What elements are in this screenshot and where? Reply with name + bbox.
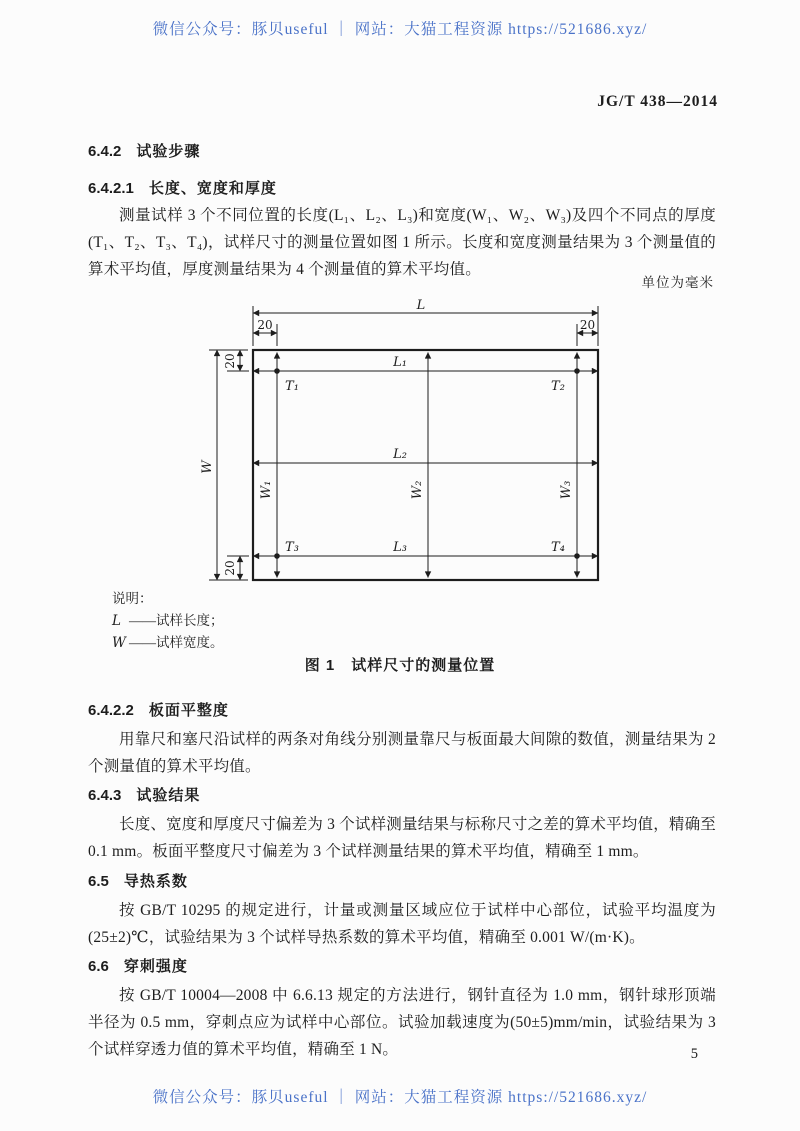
point-T2 [574, 368, 580, 374]
label-L: L [416, 298, 426, 313]
paragraph-test-results: 长度、宽度和厚度尺寸偏差为 3 个试样测量结果与标称尺寸之差的算术平均值，精确至 0.1 mm。板面平整度尺寸偏差为 3 个试样测量结果的算术平均值，精确至 1 mm。 [88, 816, 717, 860]
label-L2: L₂ [393, 447, 407, 462]
heading-num: 6.4.2.2 [88, 702, 134, 719]
heading-num: 6.6 [88, 958, 109, 975]
point-T4 [574, 553, 580, 559]
heading-num: 6.4.3 [88, 787, 122, 804]
label-20-top-left: 20 [257, 318, 273, 332]
heading-title: 穿刺强度 [123, 958, 188, 975]
legend-desc-L: ——试样长度； [129, 612, 224, 628]
heading-6-4-3 [88, 784, 200, 805]
heading-num: 6.4.2.1 [88, 180, 134, 197]
label-T4: T₄ [551, 540, 565, 555]
heading-title: 导热系数 [123, 873, 188, 890]
label-W: W [200, 460, 215, 474]
watermark-header: 微信公众号：豚贝useful ｜ 网站：大猫工程资源 https://521686.xyz/ [152, 21, 648, 38]
heading-6-6 [88, 955, 188, 976]
heading-title: 试验结果 [136, 787, 201, 804]
heading-6-4-2-1 [88, 177, 277, 198]
label-20-top-right: 20 [579, 318, 596, 332]
heading-title: 长度、宽度和厚度 [148, 180, 277, 197]
unit-note: 单位为毫米 [641, 275, 714, 290]
paragraph-length-width-thickness: 测量试样 3 个不同位置的长度(L₁、L₂、L₃)和宽度(W₁、W₂、W₃)及四个不同点的厚度(T₁、T₂、T₃、T₄)，试样尺寸的测量位置如图 1 所示。长度和宽度测量结果为 3 个测量值的算术平均值，厚度测量结果为 4 个测量值的算术平均值。 [88, 207, 716, 278]
legend-symbol-W: W [112, 635, 126, 651]
heading-title: 板面平整度 [148, 702, 229, 719]
paragraph-flatness: 用靠尺和塞尺沿试样的两条对角线分别测量靠尺与板面最大间隙的数值，测量结果为 2 个测量值的算术平均值。 [88, 731, 716, 775]
label-20-left-bottom: 20 [223, 560, 237, 576]
legend-desc-W: ——试样宽度。 [129, 635, 224, 650]
dimension-lines [209, 306, 598, 580]
page-number: 5 [690, 1046, 698, 1062]
legend-symbol-L: L [112, 612, 121, 629]
heading-6-4-2-2 [88, 699, 229, 720]
label-W2: W₂ [410, 480, 425, 500]
legend-title: 说明： [112, 591, 153, 606]
figure-legend [112, 588, 224, 655]
point-T1 [274, 368, 280, 374]
figure-caption [0, 654, 800, 675]
legend-item-W [112, 632, 224, 655]
figure-caption-num: 图 1 [304, 657, 336, 674]
label-20-left-top: 20 [223, 353, 237, 369]
heading-num: 6.5 [88, 873, 109, 890]
heading-6-5 [88, 870, 188, 891]
label-T1: T₁ [285, 379, 299, 394]
legend-item-L [112, 610, 224, 633]
paragraph-thermal-conductivity: 按 GB/T 10295 的规定进行，计量或测量区域应位于试样中心部位，试验平均温度为(25±2)℃，试验结果为 3 个试样导热系数的算术平均值，精确至 0.001 W/(m·K)。 [88, 902, 716, 946]
point-T3 [274, 553, 280, 559]
heading-num: 6.4.2 [88, 143, 122, 160]
paragraph-puncture-strength: 按 GB/T 10004—2008 中 6.6.13 规定的方法进行，钢针直径为 1.0 mm，钢针球形顶端半径为 0.5 mm，穿刺点应为试样中心部位。试验加载速度为(50±5)mm/min，试验结果为 3 个试样穿透力值的算术平均值，精确至 1 N。 [88, 987, 716, 1058]
specimen-rectangle [253, 350, 598, 580]
label-L3: L₃ [393, 540, 407, 555]
watermark-footer: 微信公众号：豚贝useful ｜ 网站：大猫工程资源 https://521686.xyz/ [152, 1089, 648, 1106]
label-W1: W₁ [259, 480, 274, 500]
label-T3: T₃ [285, 540, 299, 555]
heading-title: 试验步骤 [136, 143, 201, 160]
label-L1: L₁ [393, 355, 407, 370]
figure-1-diagram [190, 293, 620, 593]
heading-6-4-2 [88, 140, 200, 161]
standard-number: JG/T 438—2014 [597, 93, 718, 110]
label-W3: W₃ [559, 480, 574, 500]
figure-caption-text: 试样尺寸的测量位置 [351, 657, 496, 674]
label-T2: T₂ [551, 379, 565, 394]
